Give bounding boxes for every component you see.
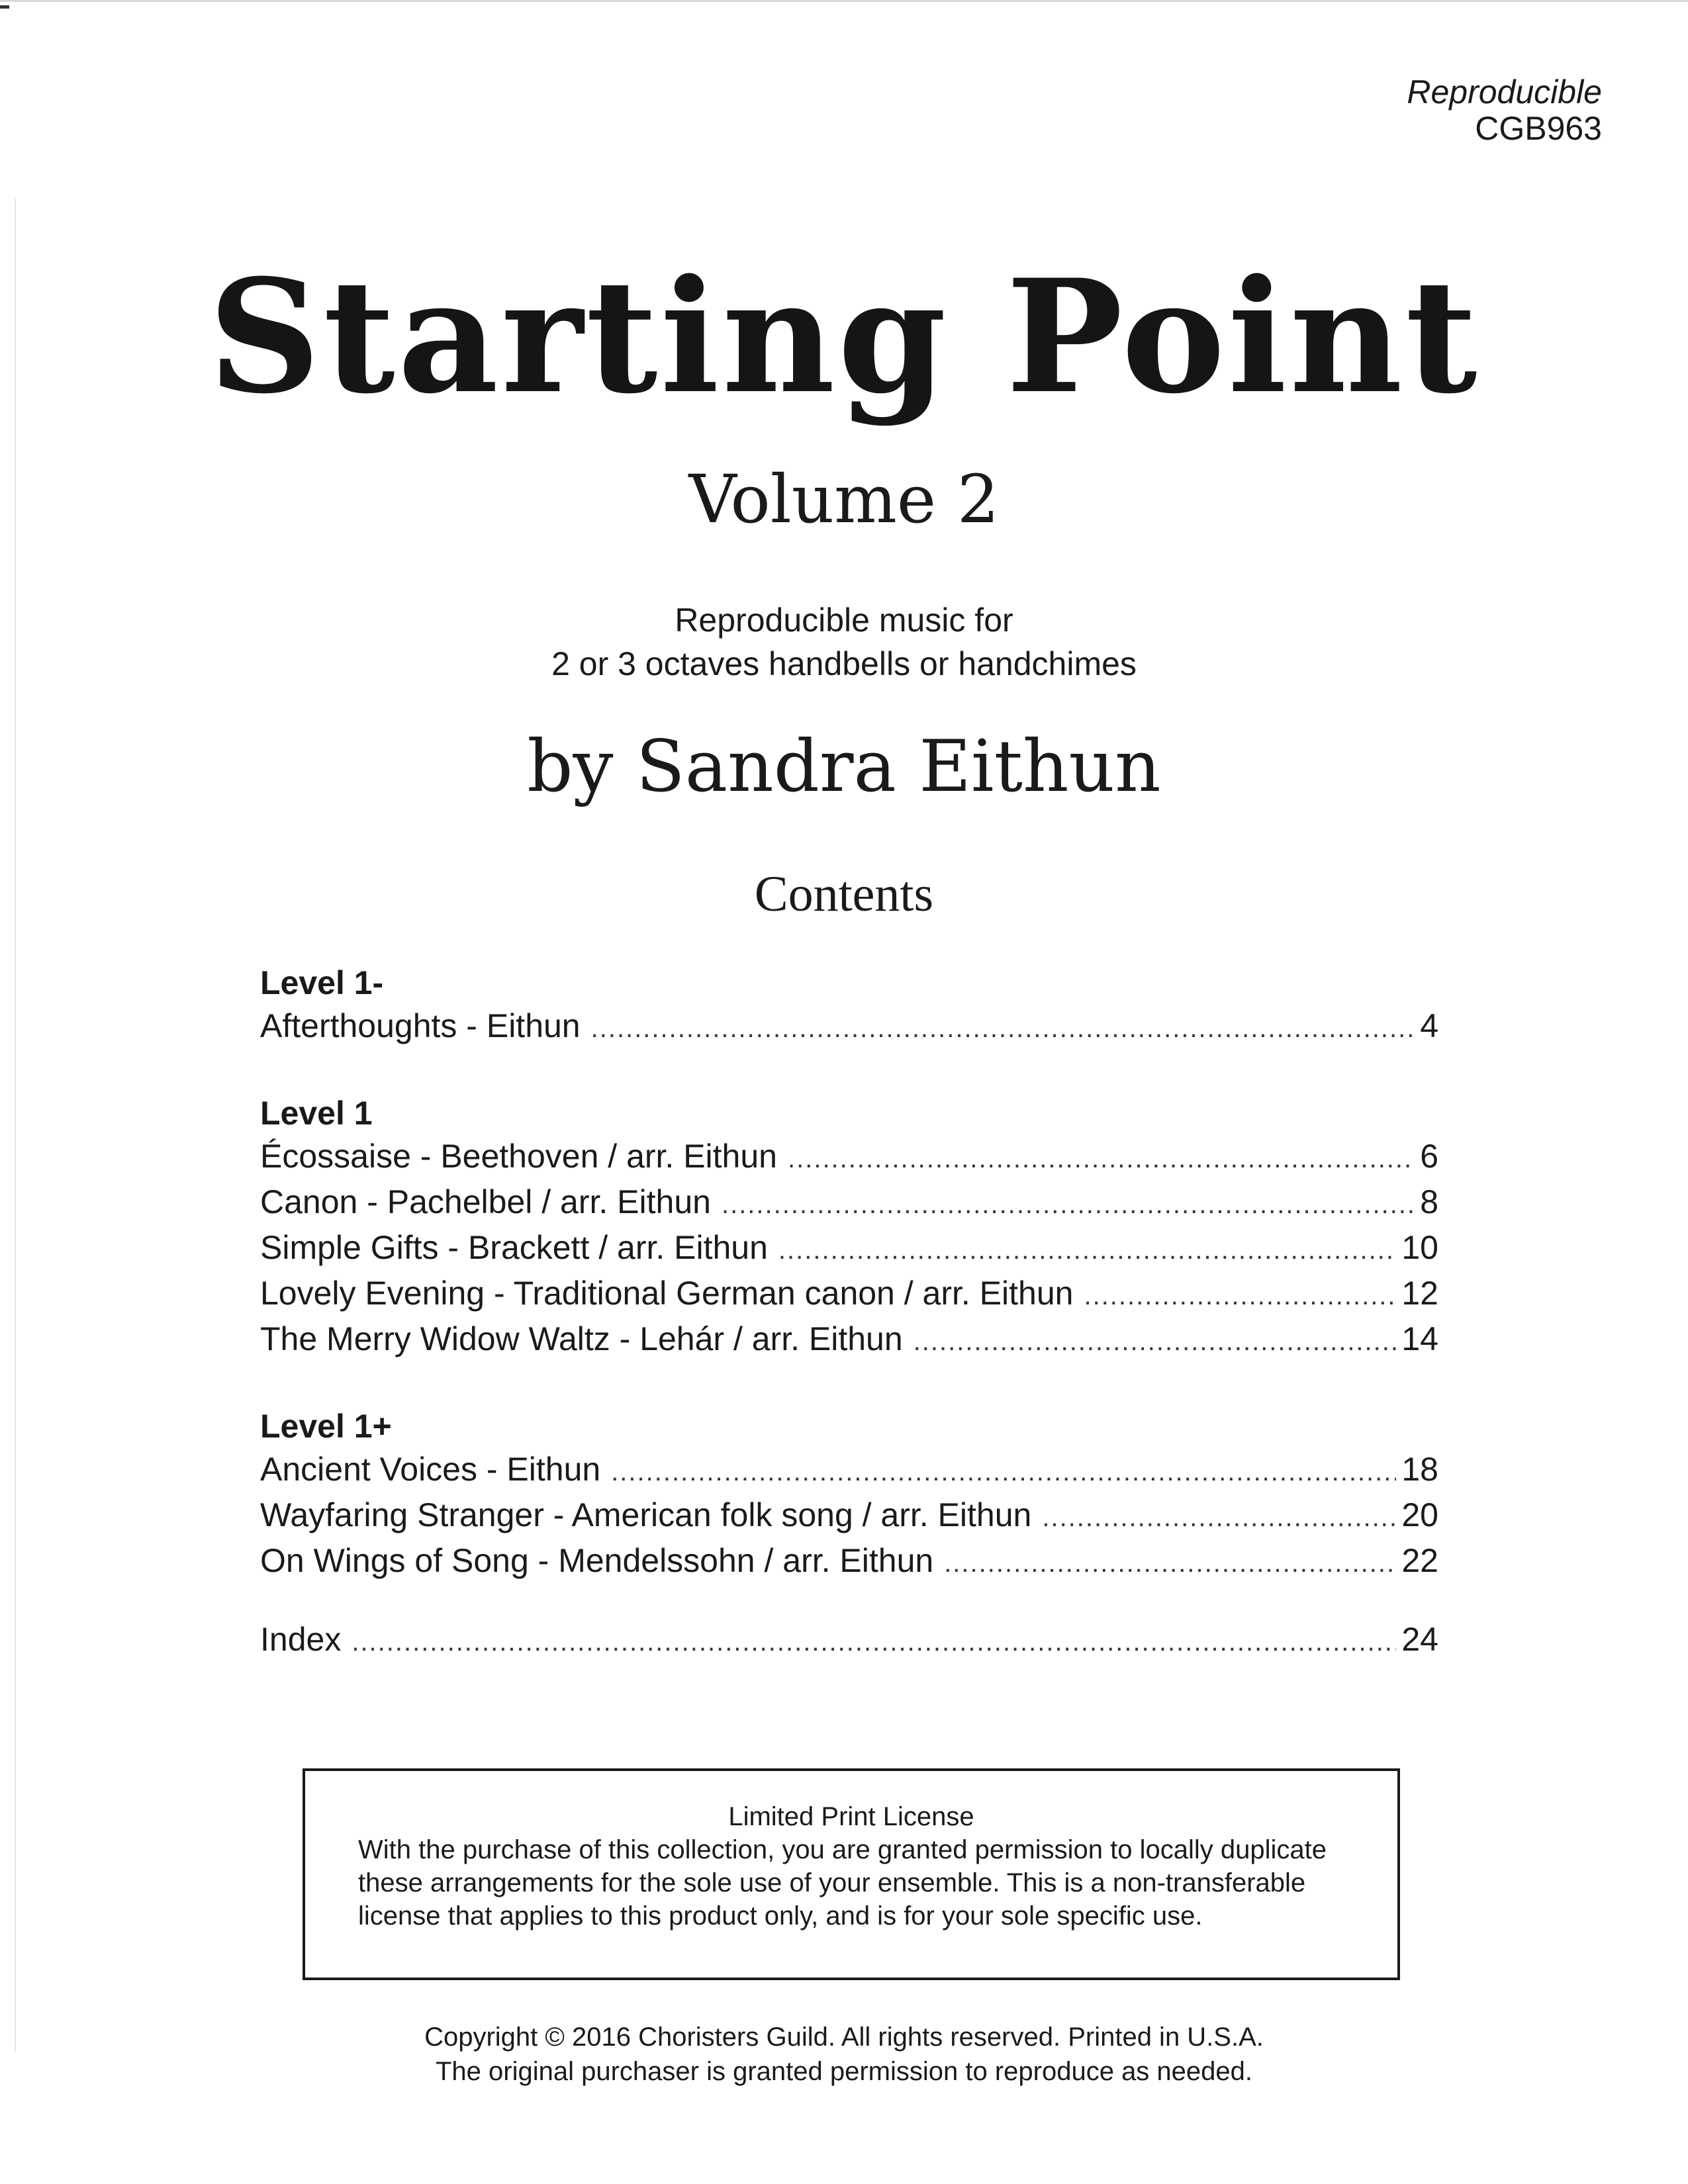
dot-leader [1084, 1275, 1396, 1318]
dot-leader [914, 1320, 1397, 1363]
license-box [303, 1768, 1400, 1980]
level-heading: Level 1 [260, 1095, 373, 1132]
level-heading: Level 1+ [260, 1408, 392, 1445]
toc-entry-title: Ancient Voices - Eithun [260, 1451, 601, 1488]
toc-entry-page: 12 [1401, 1275, 1438, 1312]
toc-entry-title: Canon - Pachelbel / arr. Eithun [260, 1183, 711, 1220]
subtitle-line-2: 2 or 3 octaves handbells or handchimes [551, 645, 1137, 682]
toc-entry-title: Afterthoughts - Eithun [260, 1007, 581, 1044]
toc-entry-page: 8 [1420, 1183, 1438, 1220]
scan-mark [0, 5, 9, 9]
dot-leader [788, 1138, 1415, 1181]
copyright-notice [0, 2020, 1688, 2089]
subtitle-line-1: Reproducible music for [675, 602, 1013, 639]
toc-entry [260, 1448, 1438, 1494]
toc-entry-page: 4 [1420, 1007, 1438, 1044]
dot-leader [611, 1451, 1396, 1494]
toc-entry-page: 14 [1401, 1320, 1438, 1357]
toc-entry-page: 18 [1401, 1451, 1438, 1488]
toc-entry [260, 1005, 1438, 1050]
scan-edge-top [0, 0, 1688, 2]
level-heading: Level 1- [260, 964, 384, 1001]
toc-entry-title: Écossaise - Beethoven / arr. Eithun [260, 1138, 777, 1175]
toc-group [260, 1404, 1438, 1585]
copyright-line-2: The original purchaser is granted permission to reproduce as needed. [435, 2057, 1253, 2086]
toc-entry-page: 22 [1401, 1542, 1438, 1579]
license-title: Limited Print License [728, 1802, 974, 1831]
dot-leader [722, 1183, 1415, 1226]
toc-entry-title: Simple Gifts - Brackett / arr. Eithun [260, 1229, 768, 1266]
toc-entry [260, 1181, 1438, 1226]
dot-leader [591, 1007, 1415, 1050]
toc-entry-page: 20 [1401, 1496, 1438, 1533]
dot-leader [944, 1542, 1396, 1585]
book-title: Starting Point [208, 246, 1480, 428]
reproducible-label: Reproducible [1407, 73, 1602, 111]
subtitle [0, 598, 1688, 686]
toc-entry-title: Index [260, 1621, 342, 1658]
toc-entry [260, 1539, 1438, 1585]
dot-leader [1042, 1496, 1396, 1539]
copyright-line-1: Copyright © 2016 Choristers Guild. All rights reserved. Printed in U.S.A. [424, 2023, 1264, 2052]
toc-entry-index [260, 1618, 1438, 1664]
toc-entry [260, 1494, 1438, 1539]
toc-entry-title: Wayfaring Stranger - American folk song / arr. Eithun [260, 1496, 1032, 1533]
toc-entry-page: 6 [1420, 1138, 1438, 1175]
volume-label: Volume 2 [688, 461, 1000, 538]
toc-group [260, 1091, 1438, 1363]
toc-group [260, 961, 1438, 1050]
table-of-contents [260, 961, 1438, 1664]
catalog-number: CGB963 [1475, 110, 1602, 147]
contents-heading: Contents [754, 866, 934, 922]
dot-leader [778, 1229, 1396, 1272]
author-line: by Sandra Eithun [527, 725, 1161, 808]
license-body: With the purchase of this collection, you are granted permission to locally duplicate these arrangements for the sole use of your ensemble. This is a non-transferable license that applies to this product only, and is for your sole specific use. [358, 1835, 1327, 1931]
dot-leader [352, 1621, 1396, 1664]
toc-entry-title: Lovely Evening - Traditional German canon / arr. Eithun [260, 1275, 1074, 1312]
toc-entry-title: The Merry Widow Waltz - Lehár / arr. Eithun [260, 1320, 903, 1357]
toc-entry [260, 1318, 1438, 1363]
toc-entry-page: 10 [1401, 1229, 1438, 1266]
toc-entry [260, 1272, 1438, 1318]
toc-entry [260, 1135, 1438, 1181]
toc-entry [260, 1226, 1438, 1272]
header-block [1407, 74, 1602, 147]
toc-entry-page: 24 [1401, 1621, 1438, 1658]
toc-entry-title: On Wings of Song - Mendelssohn / arr. Eithun [260, 1542, 934, 1579]
